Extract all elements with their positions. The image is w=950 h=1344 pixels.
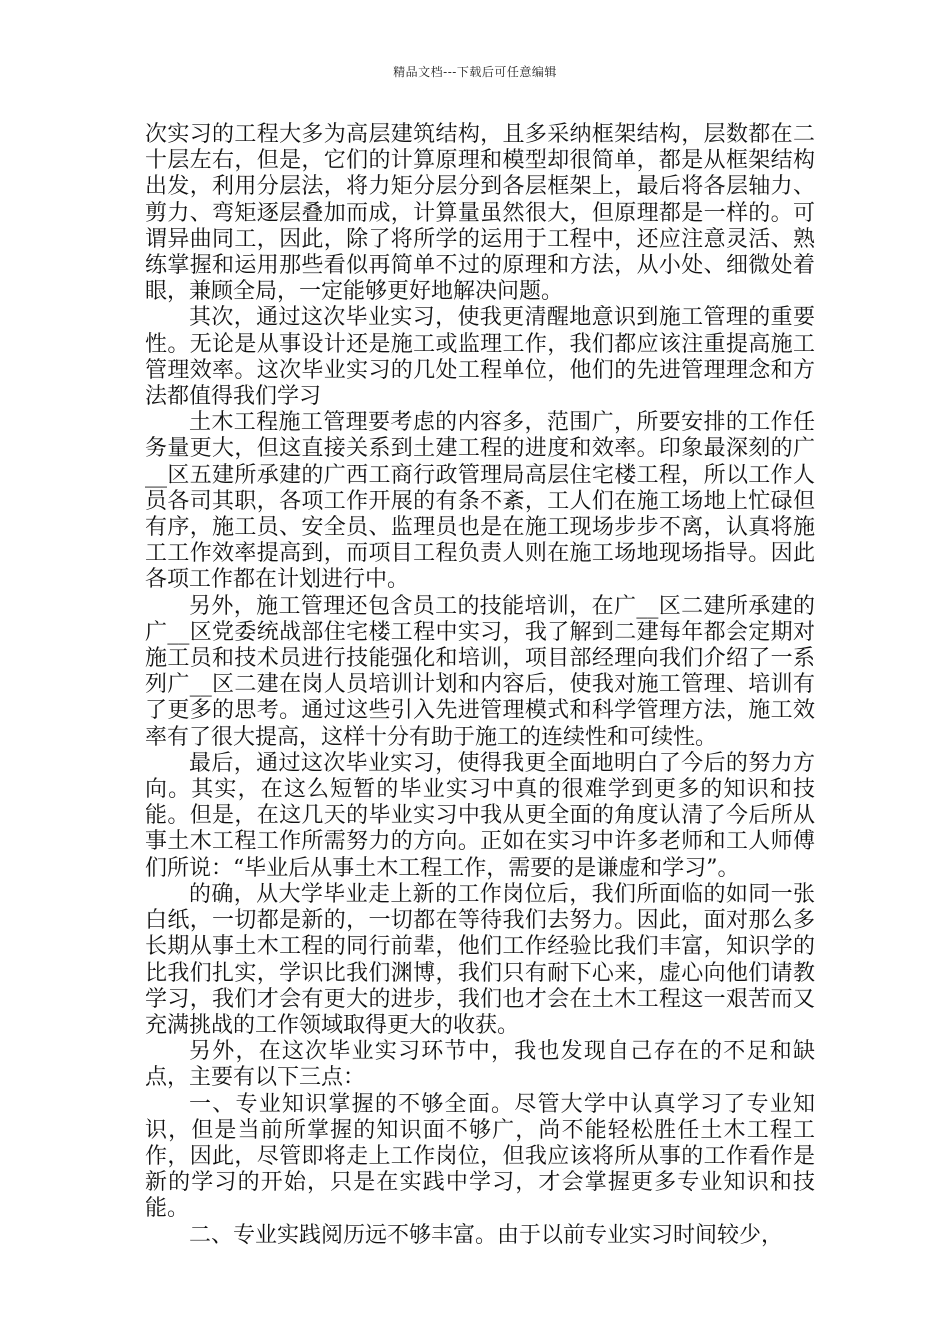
paragraph: 土木工程施工管理要考虑的内容多，范围广，所要安排的工作任务量更大，但这直接关系到土建工程的进度和效率。印象最深刻的广__区五建所承建的广西工商行政管理局高层住宅楼工程，所以工作人员各司其职，各项工作开展的有条不紊，工人们在施工场地上忙碌但有序，施工员、安全员、监理员也是在施工现场步步不离，认真将施工工作效率提高到，而项目工程负责人则在施工场地现场指导。因此各项工作都在计划进行中。 <box>145 410 815 593</box>
page-header: 精品文档---下载后可任意编辑 <box>393 65 557 79</box>
paragraph: 一、专业知识掌握的不够全面。尽管大学中认真学习了专业知识，但是当前所掌握的知识面不够广，尚不能轻松胜任土木工程工作，因此，尽管即将走上工作岗位，但我应该将所从事的工作看作是新的学习的开始，只是在实践中学习，才会掌握更多专业知识和技能。 <box>145 1091 815 1222</box>
paragraph: 其次，通过这次毕业实习，使我更清醒地意识到施工管理的重要性。无论是从事设计还是施工或监理工作，我们都应该注重提高施工管理效率。这次毕业实习的几处工程单位，他们的先进管理理念和方法都值得我们学习 <box>145 305 815 410</box>
paragraph: 另外，施工管理还包含员工的技能培训，在广__区二建所承建的广__区党委统战部住宅楼工程中实习，我了解到二建每年都会定期对施工员和技术员进行技能强化和培训，项目部经理向我们介绍了一系列广__区二建在岗人员培训计划和内容后，使我对施工管理、培训有了更多的思考。通过这些引入先进管理模式和科学管理方法，施工效率有了很大提高，这样十分有助于施工的连续性和可续性。 <box>145 593 815 750</box>
document-body <box>145 122 815 1249</box>
paragraph: 二、专业实践阅历远不够丰富。由于以前专业实习时间较少， <box>189 1222 784 1248</box>
paragraph: 另外，在这次毕业实习环节中，我也发现自己存在的不足和缺点，主要有以下三点： <box>145 1039 815 1091</box>
paragraph: 最后，通过这次毕业实习，使得我更全面地明白了今后的努力方向。其实，在这么短暂的毕业实习中真的很难学到更多的知识和技能。但是，在这几天的毕业实习中我从更全面的角度认清了今后所从事土木工程工作所需努力的方向。正如在实习中许多老师和工人师傅们所说：“毕业后从事土木工程工作，需要的是谦虚和学习”。 <box>145 750 815 881</box>
paragraph: 的确，从大学毕业走上新的工作岗位后，我们所面临的如同一张白纸，一切都是新的，一切都在等待我们去努力。因此，面对那么多长期从事土木工程的同行前辈，他们工作经验比我们丰富，知识学的比我们扎实，学识比我们渊博，我们只有耐下心来，虚心向他们请教学习，我们才会有更大的进步，我们也才会在土木工程这一艰苦而又充满挑战的工作领域取得更大的收获。 <box>145 881 815 1038</box>
paragraph: 次实习的工程大多为高层建筑结构，且多采纳框架结构，层数都在二十层左右，但是，它们的计算原理和模型却很简单，都是从框架结构出发，利用分层法，将力矩分层分到各层框架上，最后将各层轴力、剪力、弯矩逐层叠加而成，计算量虽然很大，但原理都是一样的。可谓异曲同工，因此，除了将所学的运用于工程中，还应注意灵活、熟练掌握和运用那些看似再简单不过的原理和方法，从小处、细微处着眼，兼顾全局，一定能够更好地解决问题。 <box>145 122 815 305</box>
